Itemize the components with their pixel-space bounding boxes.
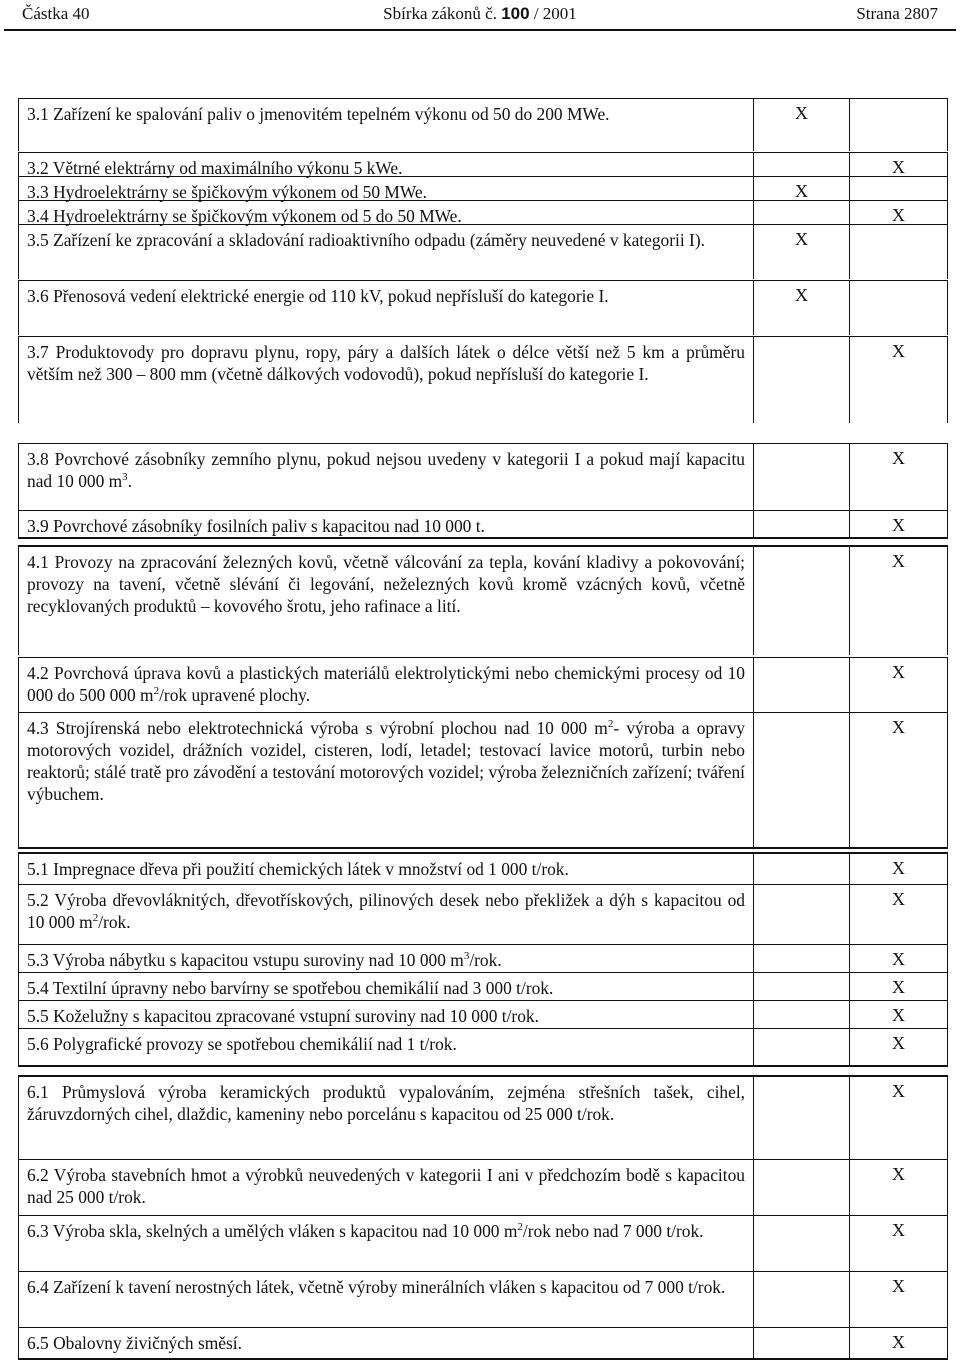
item-text: 6.2 Výroba stavebních hmot a výrobků neuvedených v kategorii I ani v předchozím bodě s kapacitou nad 25 000 t/rok. bbox=[27, 1165, 745, 1207]
unit-exponent: 2 bbox=[92, 912, 99, 925]
table-row bbox=[18, 852, 948, 884]
item-description bbox=[18, 658, 754, 714]
category-mark-mid bbox=[754, 658, 850, 714]
item-description bbox=[18, 854, 754, 884]
category-mark-mid bbox=[754, 547, 850, 655]
item-description bbox=[18, 1160, 754, 1216]
item-description bbox=[18, 1216, 754, 1272]
item-description bbox=[18, 281, 754, 335]
category-mark-right: X bbox=[850, 444, 948, 510]
table-row bbox=[18, 944, 948, 973]
category-mark-right: X bbox=[850, 1001, 948, 1029]
category-mark-mid bbox=[754, 973, 850, 1001]
table-row bbox=[18, 1271, 948, 1328]
item-text: 6.5 Obalovny živičných směsí. bbox=[27, 1333, 242, 1353]
category-mark-right bbox=[850, 99, 948, 151]
category-mark-mid bbox=[754, 444, 850, 510]
collection-suffix: / 2001 bbox=[529, 4, 577, 23]
item-text: 6.1 Průmyslová výroba keramických produktů vypalováním, zejména střešních tašek, cihel, žáruvzdorných cihel, dlaždic, kameniny nebo porcelánu s kapacitou od 25 000 t/rok. bbox=[27, 1082, 745, 1124]
item-description bbox=[18, 99, 754, 151]
item-description bbox=[18, 177, 754, 201]
category-mark-mid bbox=[754, 1216, 850, 1272]
category-mark-right: X bbox=[850, 1328, 948, 1358]
table-row bbox=[18, 152, 948, 177]
category-mark-right: X bbox=[850, 658, 948, 714]
table-row bbox=[18, 1000, 948, 1029]
item-text-tail: /rok upravené plochy. bbox=[159, 685, 311, 705]
category-mark-mid: X bbox=[754, 281, 850, 335]
item-description bbox=[18, 511, 754, 537]
table-row bbox=[18, 1215, 948, 1272]
item-text: 5.6 Polygrafické provozy se spotřebou chemikálií nad 1 t/rok. bbox=[27, 1034, 457, 1054]
category-mark-right: X bbox=[850, 1272, 948, 1328]
item-text: 5.4 Textilní úpravny nebo barvírny se spotřebou chemikálií nad 3 000 t/rok. bbox=[27, 978, 554, 998]
category-mark-mid bbox=[754, 511, 850, 537]
category-mark-mid bbox=[754, 1029, 850, 1065]
table-row bbox=[18, 972, 948, 1001]
category-mark-right: X bbox=[850, 1077, 948, 1161]
category-mark-right: X bbox=[850, 854, 948, 884]
category-mark-right: X bbox=[850, 1216, 948, 1272]
table-row bbox=[18, 224, 948, 279]
category-mark-right: X bbox=[850, 885, 948, 945]
page-number: Strana 2807 bbox=[856, 4, 938, 23]
item-description bbox=[18, 1272, 754, 1328]
table-row bbox=[18, 1075, 948, 1161]
table-row bbox=[18, 1159, 948, 1216]
item-text: 4.1 Provozy na zpracování železných kovů, včetně válcování za tepla, kování kladivy a pokovování; provozy na tavení, včetně slévání či legování, neželezných kovů kromě vzácných kovů, včetně recyklovaných produktů – kovového šrotu, jeho rafinace a lití. bbox=[27, 552, 745, 616]
table-row bbox=[18, 1028, 948, 1067]
category-mark-mid bbox=[754, 201, 850, 225]
collection-prefix: Sbírka zákonů č. bbox=[383, 4, 502, 23]
item-text-tail: /rok. bbox=[469, 950, 502, 970]
collection-number: 100 bbox=[501, 4, 530, 23]
table-row bbox=[18, 200, 948, 225]
category-mark-right: X bbox=[850, 547, 948, 655]
table-row bbox=[18, 443, 948, 510]
table-row bbox=[18, 712, 948, 849]
category-mark-mid bbox=[754, 945, 850, 973]
category-mark-mid: X bbox=[754, 225, 850, 279]
item-text: 6.3 Výroba skla, skelných a umělých vláken s kapacitou nad 10 000 $m^2$/rok nebo nad 7 000 t/rok. bbox=[27, 1221, 704, 1241]
item-text: 6.4 Zařízení k tavení nerostných látek, včetně výroby minerálních vláken s kapacitou od 7 000 t/rok. bbox=[27, 1277, 726, 1297]
item-text: 5.5 Koželužny s kapacitou zpracované vstupní suroviny nad 10 000 t/rok. bbox=[27, 1006, 539, 1026]
item-description bbox=[18, 337, 754, 423]
category-mark-mid bbox=[754, 885, 850, 945]
table-row bbox=[18, 510, 948, 539]
item-text: 3.9 Povrchové zásobníky fosilních paliv s kapacitou nad 10 000 t. bbox=[27, 516, 485, 536]
item-text: 3.3 Hydroelektrárny se špičkovým výkonem od 50 MWe. bbox=[27, 182, 427, 202]
item-text: 5.2 Výroba dřevovláknitých, dřevotřískových, pilinových desek nebo překližek a dýh s kapacitou od 10 000 $m^2$/rok. bbox=[27, 890, 745, 932]
unit-exponent: 3 bbox=[463, 950, 470, 963]
item-description bbox=[18, 1001, 754, 1029]
item-text: 3.1 Zařízení ke spalování paliv o jmenovitém tepelném výkonu od 50 do 200 MWe. bbox=[27, 104, 610, 124]
category-mark-mid bbox=[754, 337, 850, 423]
item-description bbox=[18, 547, 754, 655]
item-text-tail: /rok. bbox=[98, 912, 131, 932]
unit-exponent: 3 bbox=[122, 471, 128, 484]
item-description bbox=[18, 885, 754, 945]
table-row bbox=[18, 545, 948, 655]
item-text: 3.7 Produktovody pro dopravu plynu, ropy, páry a dalších látek o délce větší než 5 km a průměru větším než 300 – 800 mm (včetně dálkových vodovodů), pokud nepřísluší do kategorie I. bbox=[27, 342, 745, 384]
category-mark-mid bbox=[754, 1077, 850, 1161]
item-description bbox=[18, 713, 754, 847]
category-mark-mid bbox=[754, 1001, 850, 1029]
category-mark-mid: X bbox=[754, 177, 850, 201]
unit-exponent: 2 bbox=[607, 718, 614, 731]
category-mark-mid bbox=[754, 1160, 850, 1216]
table-row bbox=[18, 176, 948, 201]
item-text: 3.6 Přenosová vedení elektrické energie od 110 kV, pokud nepřísluší do kategorie I. bbox=[27, 286, 609, 306]
item-description bbox=[18, 225, 754, 279]
table-row bbox=[18, 98, 948, 151]
item-text: 5.3 Výroba nábytku s kapacitou vstupu suroviny nad 10 000 $m^3$/rok. bbox=[27, 950, 502, 970]
category-mark-right: X bbox=[850, 201, 948, 225]
unit-exponent: 2 bbox=[517, 1221, 523, 1234]
category-mark-right: X bbox=[850, 153, 948, 177]
item-description bbox=[18, 153, 754, 177]
unit-exponent: 2 bbox=[153, 685, 160, 698]
item-text-tail: - výroba a opravy motorových vozidel, drážních vozidel, cisteren, lodí, letadel; testovací lavice motorů, turbin nebo reaktorů; stálé tratě pro závodění a testování motorových vozidel; výroba železničních zařízení; tváření výbuchem. bbox=[27, 718, 745, 804]
category-mark-mid bbox=[754, 713, 850, 847]
table-row bbox=[18, 280, 948, 335]
category-mark-mid: X bbox=[754, 99, 850, 151]
table-row bbox=[18, 1327, 948, 1360]
item-text: 4.3 Strojírenská nebo elektrotechnická výroba s výrobní plochou nad 10 000 $m^2-$ výroba a opravy motorových vozidel, drážních vozidel, cisteren, lodí, letadel; testovací lavice motorů, turbin nebo reaktorů; stálé tratě pro závodění a testování motorových vozidel; výroba železničních zařízení; tváření výbuchem. bbox=[27, 718, 745, 804]
category-mark-right: X bbox=[850, 1029, 948, 1065]
table-row bbox=[18, 884, 948, 945]
category-mark-right: X bbox=[850, 713, 948, 847]
item-text-tail: /rok nebo nad 7 000 t/rok. bbox=[522, 1221, 704, 1241]
table-row bbox=[18, 657, 948, 714]
item-text: 3.5 Zařízení ke zpracování a skladování radioaktivního odpadu (záměry neuvedené v kategorii I). bbox=[27, 230, 705, 250]
item-text-tail: . bbox=[127, 471, 133, 491]
category-mark-right bbox=[850, 281, 948, 335]
item-text: 4.2 Povrchová úprava kovů a plastických materiálů elektrolytickými nebo chemickými procesy od 10 000 do 500 000 $m^2$/rok upravené plochy. bbox=[27, 663, 745, 705]
item-text: 5.1 Impregnace dřeva při použití chemických látek v množství od 1 000 t/rok. bbox=[27, 859, 569, 879]
category-mark-right: X bbox=[850, 337, 948, 423]
item-description bbox=[18, 973, 754, 1001]
category-mark-right: X bbox=[850, 945, 948, 973]
category-mark-mid bbox=[754, 153, 850, 177]
item-description bbox=[18, 444, 754, 510]
item-description bbox=[18, 945, 754, 973]
category-mark-right: X bbox=[850, 973, 948, 1001]
category-mark-right: X bbox=[850, 1160, 948, 1216]
item-description bbox=[18, 201, 754, 225]
category-mark-right bbox=[850, 177, 948, 201]
issue-label: Částka 40 bbox=[22, 4, 90, 23]
item-text: 3.8 Povrchové zásobníky zemního plynu, pokud nejsou uvedeny v kategorii I a pokud mají kapacitu nad 10 000 $m^3$. bbox=[27, 449, 745, 491]
item-description bbox=[18, 1029, 754, 1065]
table-row bbox=[18, 336, 948, 423]
category-mark-mid bbox=[754, 1328, 850, 1358]
item-description bbox=[18, 1328, 754, 1358]
category-mark-mid bbox=[754, 854, 850, 884]
item-description bbox=[18, 1077, 754, 1161]
category-mark-right: X bbox=[850, 511, 948, 537]
item-text: 3.2 Větrné elektrárny od maximálního výkonu 5 kWe. bbox=[27, 158, 403, 178]
category-mark-right bbox=[850, 225, 948, 279]
item-text: 3.4 Hydroelektrárny se špičkovým výkonem od 5 do 50 MWe. bbox=[27, 206, 462, 226]
category-mark-mid bbox=[754, 1272, 850, 1328]
